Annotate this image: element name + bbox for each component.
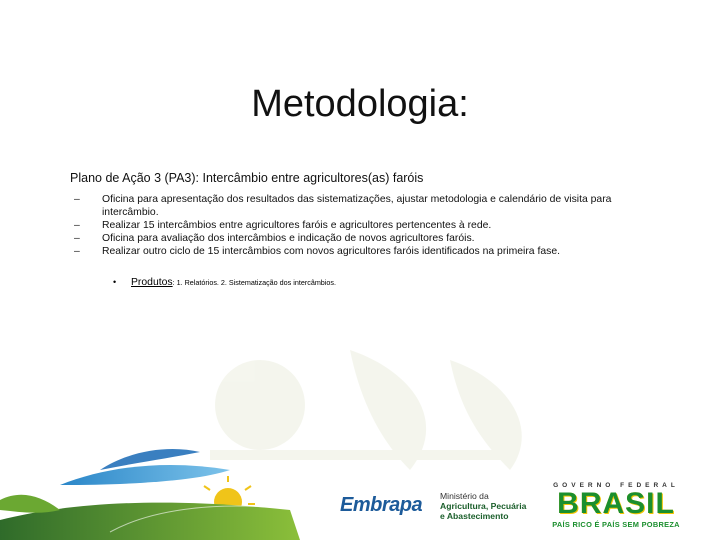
dash-bullet-icon: – bbox=[74, 220, 80, 231]
list-item: – Realizar 15 intercâmbios entre agricultores faróis e agricultores pertencentes à rede. bbox=[74, 220, 492, 231]
products-line bbox=[113, 276, 336, 289]
government-logo bbox=[546, 482, 686, 532]
brasil-wordmark: BRASIL bbox=[557, 487, 675, 520]
list-item: – Oficina para avaliação dos intercâmbios e indicação de novos agricultores faróis. bbox=[74, 233, 475, 244]
products-text: : 1. Relatórios. 2. Sistematização dos intercâmbios. bbox=[172, 278, 336, 287]
dash-bullet-icon: – bbox=[74, 246, 80, 257]
slide-title: Metodologia: bbox=[251, 83, 469, 125]
ministry-logo: Ministério da Agricultura, Pecuária e Abastecimento bbox=[440, 491, 527, 521]
plan-heading: Plano de Ação 3 (PA3): Intercâmbio entre agricultores(as) faróis bbox=[70, 171, 424, 185]
embrapa-logo: Embrapa bbox=[340, 494, 423, 516]
government-slogan: PAÍS RICO É PAÍS SEM POBREZA bbox=[552, 520, 680, 529]
bullet-icon: • bbox=[113, 277, 117, 287]
government-label: GOVERNO FEDERAL bbox=[553, 482, 679, 489]
list-item: – Oficina para apresentação dos resultados das sistematizações, ajustar metodologia e calendário de visita para intercâmbio. bbox=[74, 194, 612, 218]
event-logo-graphic bbox=[0, 440, 300, 540]
products-label: Produtos bbox=[131, 277, 173, 288]
list-item: – Realizar outro ciclo de 15 intercâmbios com novos agricultores faróis identificados na primeira fase. bbox=[74, 246, 560, 257]
dash-bullet-icon: – bbox=[74, 194, 80, 205]
dash-bullet-icon: – bbox=[74, 233, 80, 244]
action-list bbox=[74, 193, 650, 258]
